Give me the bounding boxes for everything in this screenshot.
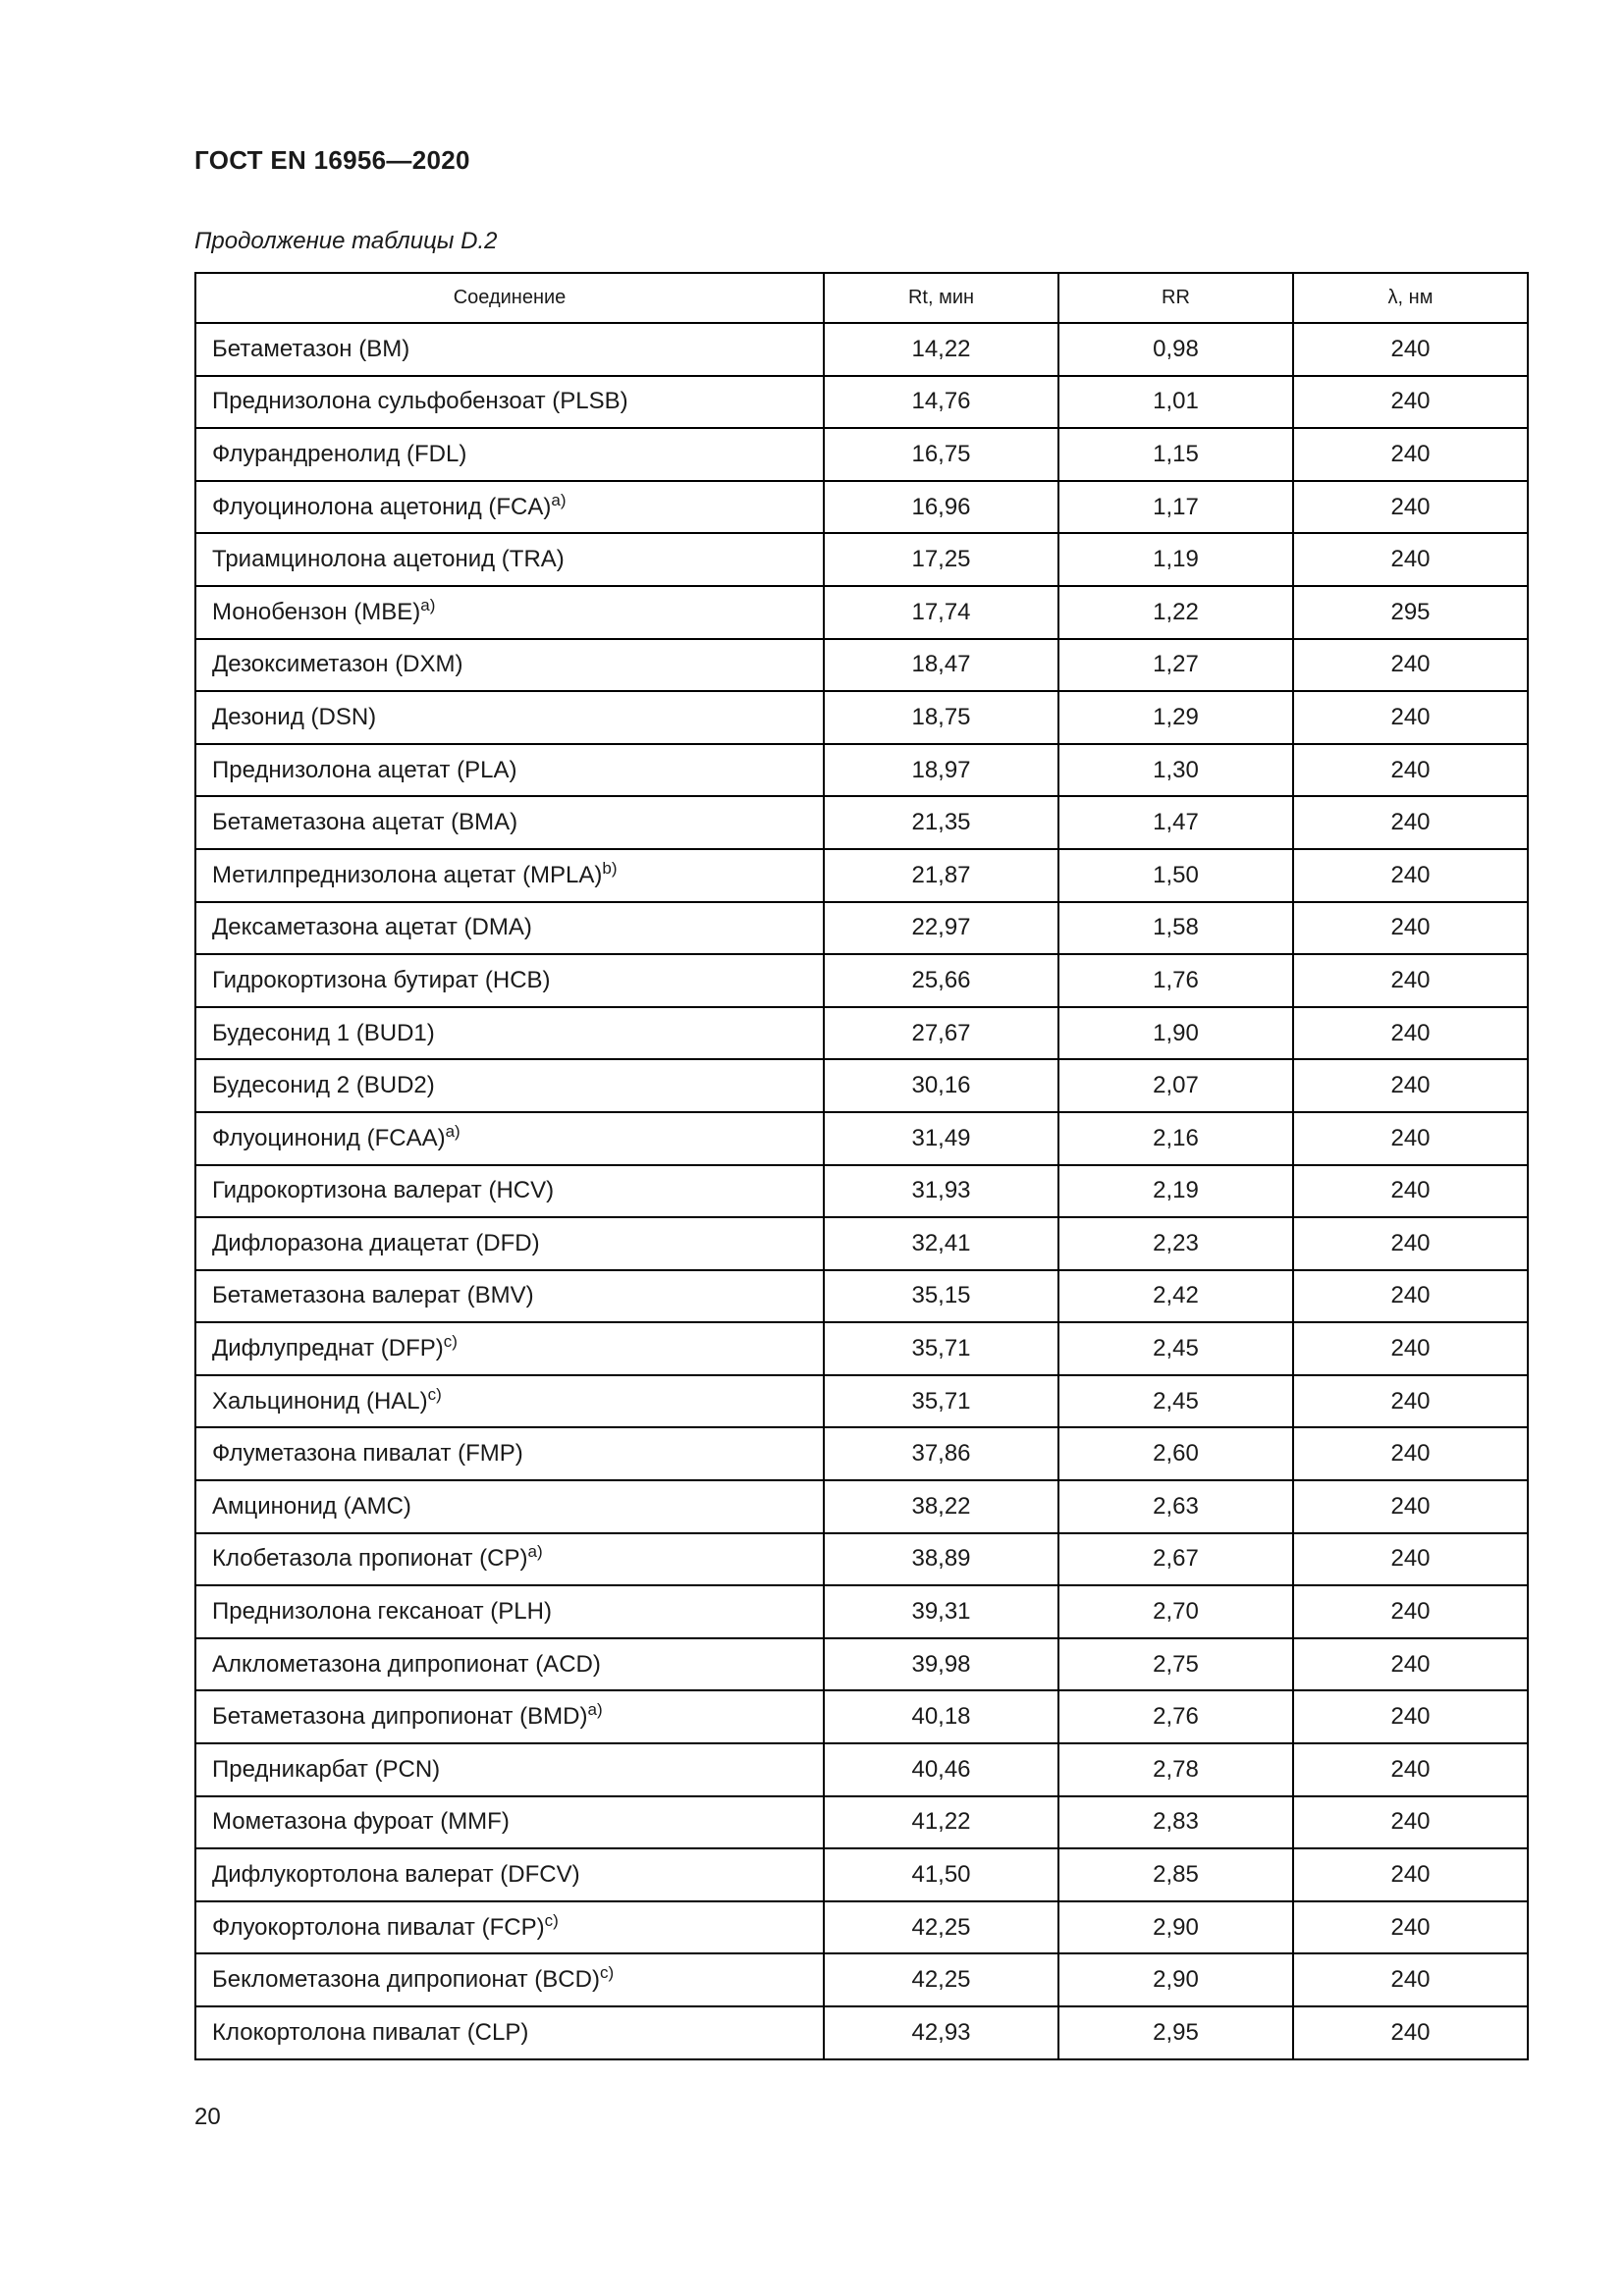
wavelength-cell: 240 — [1293, 639, 1528, 692]
relative-retention-cell: 1,15 — [1058, 428, 1293, 481]
wavelength-cell: 240 — [1293, 1848, 1528, 1901]
retention-time-cell: 39,31 — [824, 1585, 1058, 1638]
compound-cell — [195, 1007, 824, 1060]
relative-retention-cell: 2,95 — [1058, 2006, 1293, 2059]
relative-retention-cell: 1,58 — [1058, 902, 1293, 955]
compound-cell — [195, 2006, 824, 2059]
wavelength-cell: 240 — [1293, 1533, 1528, 1586]
table-row — [195, 586, 1528, 639]
compound-cell — [195, 428, 824, 481]
compound-cell — [195, 1953, 824, 2006]
compound-name: Клобетазола пропионат (CP) — [212, 1545, 528, 1573]
compound-cell — [195, 639, 824, 692]
table-row — [195, 1585, 1528, 1638]
table-row — [195, 849, 1528, 902]
table-header-row — [195, 273, 1528, 323]
compound-cell — [195, 1270, 824, 1323]
retention-time-cell: 38,22 — [824, 1480, 1058, 1533]
table-body — [195, 323, 1528, 2059]
column-header-rt: Rt, мин — [824, 273, 1058, 323]
retention-time-cell: 22,97 — [824, 902, 1058, 955]
footnote-marker: a) — [587, 1700, 603, 1720]
relative-retention-cell: 2,67 — [1058, 1533, 1293, 1586]
compound-name: Беклометазона дипропионат (BCD) — [212, 1966, 600, 1994]
table-row — [195, 1059, 1528, 1112]
retention-time-cell: 35,71 — [824, 1375, 1058, 1428]
wavelength-cell: 240 — [1293, 1953, 1528, 2006]
compound-name: Преднизолона гексаноат (PLH) — [212, 1598, 552, 1626]
footnote-marker: a) — [420, 595, 436, 614]
table-row — [195, 323, 1528, 376]
wavelength-cell: 240 — [1293, 1585, 1528, 1638]
table-row — [195, 1953, 1528, 2006]
compound-cell — [195, 849, 824, 902]
compound-name: Бетаметазона валерат (BMV) — [212, 1282, 534, 1309]
compound-name: Алклометазона дипропионат (ACD) — [212, 1650, 601, 1678]
compound-cell — [195, 1585, 824, 1638]
wavelength-cell: 240 — [1293, 1375, 1528, 1428]
compound-cell — [195, 533, 824, 586]
table-row — [195, 954, 1528, 1007]
wavelength-cell: 240 — [1293, 1690, 1528, 1743]
wavelength-cell: 240 — [1293, 323, 1528, 376]
compound-name: Гидрокортизона валерат (HCV) — [212, 1177, 555, 1204]
retention-time-cell: 18,97 — [824, 744, 1058, 797]
table-caption: Продолжение таблицы D.2 — [194, 228, 498, 254]
wavelength-cell: 240 — [1293, 1165, 1528, 1218]
wavelength-cell: 240 — [1293, 1796, 1528, 1849]
column-header-wavelength: λ, нм — [1293, 273, 1528, 323]
compounds-table — [194, 272, 1529, 2060]
retention-time-cell: 16,96 — [824, 481, 1058, 534]
compound-name: Будесонид 2 (BUD2) — [212, 1072, 435, 1099]
compound-name: Хальцинонид (HAL) — [212, 1387, 428, 1415]
compound-cell — [195, 1638, 824, 1691]
table-row — [195, 1690, 1528, 1743]
wavelength-cell: 240 — [1293, 376, 1528, 429]
compound-cell — [195, 1480, 824, 1533]
compound-cell — [195, 1217, 824, 1270]
compound-name: Флуокортолона пивалат (FCP) — [212, 1913, 545, 1941]
compound-name: Триамцинолона ацетонид (TRA) — [212, 546, 565, 573]
relative-retention-cell: 1,90 — [1058, 1007, 1293, 1060]
table-row — [195, 639, 1528, 692]
compound-name: Метилпреднизолона ацетат (MPLA) — [212, 861, 603, 888]
compound-cell — [195, 691, 824, 744]
relative-retention-cell: 2,23 — [1058, 1217, 1293, 1270]
retention-time-cell: 27,67 — [824, 1007, 1058, 1060]
relative-retention-cell: 1,30 — [1058, 744, 1293, 797]
wavelength-cell: 240 — [1293, 691, 1528, 744]
compound-cell — [195, 1112, 824, 1165]
retention-time-cell: 31,93 — [824, 1165, 1058, 1218]
wavelength-cell: 240 — [1293, 1901, 1528, 1954]
compound-cell — [195, 1165, 824, 1218]
compound-cell — [195, 902, 824, 955]
retention-time-cell: 16,75 — [824, 428, 1058, 481]
retention-time-cell: 14,76 — [824, 376, 1058, 429]
compound-cell — [195, 1322, 824, 1375]
wavelength-cell: 240 — [1293, 1007, 1528, 1060]
wavelength-cell: 240 — [1293, 1217, 1528, 1270]
retention-time-cell: 21,87 — [824, 849, 1058, 902]
wavelength-cell: 240 — [1293, 744, 1528, 797]
wavelength-cell: 240 — [1293, 849, 1528, 902]
retention-time-cell: 32,41 — [824, 1217, 1058, 1270]
retention-time-cell: 42,25 — [824, 1953, 1058, 2006]
wavelength-cell: 240 — [1293, 954, 1528, 1007]
compound-cell — [195, 1743, 824, 1796]
retention-time-cell: 18,47 — [824, 639, 1058, 692]
relative-retention-cell: 1,47 — [1058, 796, 1293, 849]
document-header: ГОСТ EN 16956—2020 — [194, 145, 470, 175]
retention-time-cell: 42,93 — [824, 2006, 1058, 2059]
table-row — [195, 1901, 1528, 1954]
relative-retention-cell: 2,85 — [1058, 1848, 1293, 1901]
table-row — [195, 428, 1528, 481]
compound-cell — [195, 1690, 824, 1743]
relative-retention-cell: 1,22 — [1058, 586, 1293, 639]
compound-name: Амцинонид (AMC) — [212, 1492, 411, 1520]
compound-name: Бетаметазона дипропионат (BMD) — [212, 1703, 588, 1731]
compound-name: Мометазона фуроат (MMF) — [212, 1808, 510, 1836]
column-header-rr: RR — [1058, 273, 1293, 323]
relative-retention-cell: 2,19 — [1058, 1165, 1293, 1218]
retention-time-cell: 42,25 — [824, 1901, 1058, 1954]
compound-name: Дифлукортолона валерат (DFCV) — [212, 1861, 580, 1889]
wavelength-cell: 240 — [1293, 1638, 1528, 1691]
wavelength-cell: 240 — [1293, 1427, 1528, 1480]
footnote-marker: c) — [443, 1332, 458, 1352]
retention-time-cell: 41,50 — [824, 1848, 1058, 1901]
wavelength-cell: 240 — [1293, 1743, 1528, 1796]
wavelength-cell: 240 — [1293, 533, 1528, 586]
compound-cell — [195, 796, 824, 849]
retention-time-cell: 37,86 — [824, 1427, 1058, 1480]
compound-cell — [195, 1059, 824, 1112]
retention-time-cell: 35,15 — [824, 1270, 1058, 1323]
compound-cell — [195, 323, 824, 376]
compound-cell — [195, 1375, 824, 1428]
table-row — [195, 902, 1528, 955]
relative-retention-cell: 2,45 — [1058, 1375, 1293, 1428]
relative-retention-cell: 2,45 — [1058, 1322, 1293, 1375]
compound-name: Флурандренолид (FDL) — [212, 440, 467, 467]
relative-retention-cell: 1,01 — [1058, 376, 1293, 429]
relative-retention-cell: 2,70 — [1058, 1585, 1293, 1638]
table-row — [195, 1007, 1528, 1060]
compound-name: Будесонид 1 (BUD1) — [212, 1019, 435, 1046]
table-row — [195, 1165, 1528, 1218]
compound-cell — [195, 1533, 824, 1586]
wavelength-cell: 240 — [1293, 1112, 1528, 1165]
relative-retention-cell: 2,78 — [1058, 1743, 1293, 1796]
table-row — [195, 1322, 1528, 1375]
relative-retention-cell: 1,50 — [1058, 849, 1293, 902]
relative-retention-cell: 1,27 — [1058, 639, 1293, 692]
table-row — [195, 1638, 1528, 1691]
compound-cell — [195, 1796, 824, 1849]
compound-name: Преднизолона сульфобензоат (PLSB) — [212, 388, 628, 415]
table-row — [195, 1533, 1528, 1586]
table-row — [195, 481, 1528, 534]
relative-retention-cell: 2,63 — [1058, 1480, 1293, 1533]
compound-cell — [195, 481, 824, 534]
wavelength-cell: 240 — [1293, 902, 1528, 955]
footnote-marker: c) — [544, 1910, 559, 1930]
compound-cell — [195, 1901, 824, 1954]
compound-name: Дезоксиметазон (DXM) — [212, 651, 463, 678]
relative-retention-cell: 2,75 — [1058, 1638, 1293, 1691]
wavelength-cell: 240 — [1293, 796, 1528, 849]
compound-name: Флуоцинолона ацетонид (FCA) — [212, 493, 552, 520]
wavelength-cell: 240 — [1293, 1059, 1528, 1112]
retention-time-cell: 38,89 — [824, 1533, 1058, 1586]
footnote-marker: a) — [551, 490, 567, 509]
table-row — [195, 1112, 1528, 1165]
relative-retention-cell: 2,16 — [1058, 1112, 1293, 1165]
retention-time-cell: 40,18 — [824, 1690, 1058, 1743]
relative-retention-cell: 2,42 — [1058, 1270, 1293, 1323]
compound-name: Клокортолона пивалат (CLP) — [212, 2018, 529, 2046]
compound-name: Флуметазона пивалат (FMP) — [212, 1440, 523, 1468]
compound-cell — [195, 586, 824, 639]
retention-time-cell: 14,22 — [824, 323, 1058, 376]
table-row — [195, 1743, 1528, 1796]
retention-time-cell: 30,16 — [824, 1059, 1058, 1112]
compound-name: Дифлупреднат (DFP) — [212, 1335, 444, 1362]
compound-name: Бетаметазон (BM) — [212, 335, 410, 362]
table-row — [195, 744, 1528, 797]
retention-time-cell: 35,71 — [824, 1322, 1058, 1375]
compound-name: Предникарбат (PCN) — [212, 1755, 441, 1783]
relative-retention-cell: 2,07 — [1058, 1059, 1293, 1112]
retention-time-cell: 40,46 — [824, 1743, 1058, 1796]
relative-retention-cell: 2,90 — [1058, 1953, 1293, 2006]
compound-name: Монобензон (MBE) — [212, 598, 421, 625]
wavelength-cell: 295 — [1293, 586, 1528, 639]
table-row — [195, 1427, 1528, 1480]
footnote-marker: a) — [527, 1542, 543, 1562]
compound-name: Дексаметазона ацетат (DMA) — [212, 914, 532, 941]
relative-retention-cell: 2,83 — [1058, 1796, 1293, 1849]
relative-retention-cell: 1,17 — [1058, 481, 1293, 534]
retention-time-cell: 39,98 — [824, 1638, 1058, 1691]
column-header-compound: Соединение — [195, 273, 824, 323]
table-row — [195, 1375, 1528, 1428]
compound-name: Гидрокортизона бутират (HCB) — [212, 966, 551, 993]
wavelength-cell: 240 — [1293, 1322, 1528, 1375]
footnote-marker: a) — [445, 1121, 460, 1141]
retention-time-cell: 17,74 — [824, 586, 1058, 639]
footnote-marker: b) — [602, 858, 618, 878]
compound-name: Флуоцинонид (FCAA) — [212, 1124, 446, 1151]
table-row — [195, 1270, 1528, 1323]
compound-cell — [195, 954, 824, 1007]
compound-name: Преднизолона ацетат (PLA) — [212, 756, 517, 783]
relative-retention-cell: 2,76 — [1058, 1690, 1293, 1743]
table-row — [195, 1217, 1528, 1270]
relative-retention-cell: 2,90 — [1058, 1901, 1293, 1954]
relative-retention-cell: 2,60 — [1058, 1427, 1293, 1480]
page-number: 20 — [194, 2104, 221, 2130]
retention-time-cell: 25,66 — [824, 954, 1058, 1007]
compound-cell — [195, 744, 824, 797]
wavelength-cell: 240 — [1293, 428, 1528, 481]
retention-time-cell: 17,25 — [824, 533, 1058, 586]
table-row — [195, 2006, 1528, 2059]
footnote-marker: c) — [427, 1384, 442, 1404]
relative-retention-cell: 1,76 — [1058, 954, 1293, 1007]
relative-retention-cell: 0,98 — [1058, 323, 1293, 376]
compound-name: Дифлоразона диацетат (DFD) — [212, 1229, 540, 1256]
retention-time-cell: 21,35 — [824, 796, 1058, 849]
compound-cell — [195, 1848, 824, 1901]
table-row — [195, 1848, 1528, 1901]
table-row — [195, 1480, 1528, 1533]
relative-retention-cell: 1,19 — [1058, 533, 1293, 586]
table-row — [195, 691, 1528, 744]
compound-cell — [195, 376, 824, 429]
compound-name: Дезонид (DSN) — [212, 703, 377, 730]
table-row — [195, 1796, 1528, 1849]
retention-time-cell: 18,75 — [824, 691, 1058, 744]
retention-time-cell: 31,49 — [824, 1112, 1058, 1165]
compound-cell — [195, 1427, 824, 1480]
wavelength-cell: 240 — [1293, 2006, 1528, 2059]
table-row — [195, 376, 1528, 429]
compound-name: Бетаметазона ацетат (BMA) — [212, 809, 518, 836]
table-row — [195, 796, 1528, 849]
footnote-marker: c) — [599, 1963, 615, 1983]
table-row — [195, 533, 1528, 586]
wavelength-cell: 240 — [1293, 481, 1528, 534]
wavelength-cell: 240 — [1293, 1270, 1528, 1323]
retention-time-cell: 41,22 — [824, 1796, 1058, 1849]
relative-retention-cell: 1,29 — [1058, 691, 1293, 744]
wavelength-cell: 240 — [1293, 1480, 1528, 1533]
